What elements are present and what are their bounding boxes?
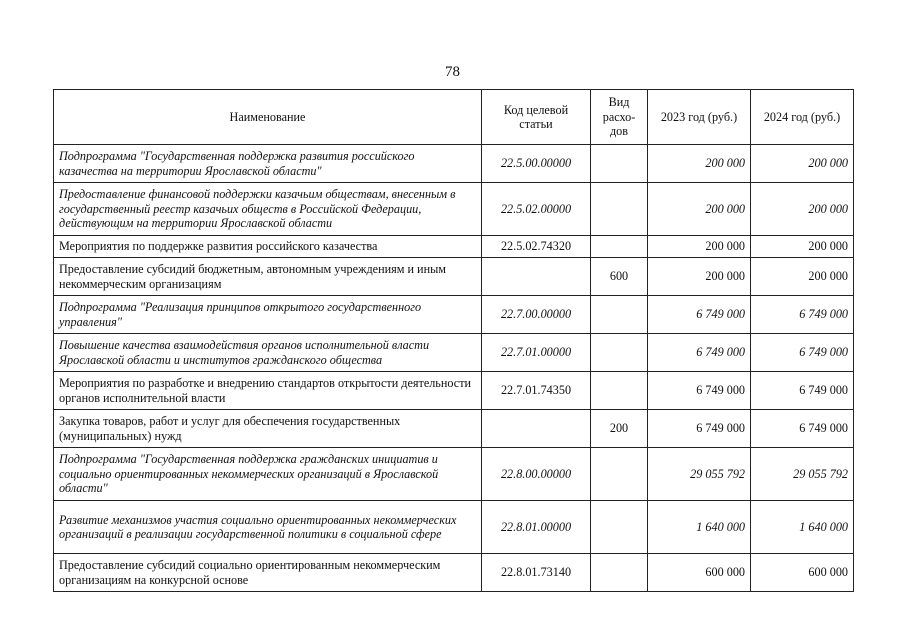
cell-kind [591, 236, 648, 258]
table-header-row [54, 90, 854, 145]
budget-table [53, 89, 854, 592]
cell-2023: 1 640 000 [648, 501, 751, 554]
cell-name: Подпрограмма "Реализация принципов открытого государственного управления" [54, 296, 482, 334]
cell-2024: 29 055 792 [751, 448, 854, 501]
cell-name: Мероприятия по разработке и внедрению стандартов открытости деятельности органов исполнительной власти [54, 372, 482, 410]
cell-code: 22.7.01.74350 [482, 372, 591, 410]
cell-2024: 600 000 [751, 554, 854, 592]
table-row [54, 145, 854, 183]
cell-2024: 6 749 000 [751, 410, 854, 448]
cell-kind [591, 501, 648, 554]
cell-kind [591, 554, 648, 592]
cell-kind: 600 [591, 258, 648, 296]
table-row [54, 410, 854, 448]
cell-2023: 200 000 [648, 145, 751, 183]
cell-kind [591, 183, 648, 236]
cell-code: 22.8.01.73140 [482, 554, 591, 592]
cell-2023: 200 000 [648, 258, 751, 296]
header-2024: 2024 год (руб.) [751, 90, 854, 145]
table-row [54, 236, 854, 258]
header-name: Наименование [54, 90, 482, 145]
header-code: Код целевой статьи [482, 90, 591, 145]
cell-code: 22.5.02.74320 [482, 236, 591, 258]
cell-name: Подпрограмма "Государственная поддержка развития российского казачества на территории Ярославской области" [54, 145, 482, 183]
cell-2024: 1 640 000 [751, 501, 854, 554]
cell-kind [591, 372, 648, 410]
cell-2023: 29 055 792 [648, 448, 751, 501]
cell-code [482, 258, 591, 296]
cell-2023: 200 000 [648, 183, 751, 236]
cell-2023: 200 000 [648, 236, 751, 258]
table-row [54, 296, 854, 334]
table-row [54, 183, 854, 236]
cell-2024: 6 749 000 [751, 334, 854, 372]
cell-name: Подпрограмма "Государственная поддержка гражданских инициатив и социально ориентированных некоммерческих организаций в Ярославской области" [54, 448, 482, 501]
table-row [54, 258, 854, 296]
cell-name: Предоставление субсидий бюджетным, автономным учреждениям и иным некоммерческим организациям [54, 258, 482, 296]
table-row [54, 501, 854, 554]
cell-code: 22.5.00.00000 [482, 145, 591, 183]
cell-code [482, 410, 591, 448]
cell-2024: 6 749 000 [751, 296, 854, 334]
cell-code: 22.7.00.00000 [482, 296, 591, 334]
cell-name: Предоставление финансовой поддержки казачьим обществам, внесенным в государственный реестр казачьих обществ в Российской Федерации, действующим на территории Ярославской области [54, 183, 482, 236]
page-number: 78 [445, 64, 460, 80]
cell-code: 22.5.02.00000 [482, 183, 591, 236]
cell-kind [591, 145, 648, 183]
cell-2023: 6 749 000 [648, 372, 751, 410]
cell-2023: 6 749 000 [648, 410, 751, 448]
cell-2024: 200 000 [751, 183, 854, 236]
cell-2024: 200 000 [751, 145, 854, 183]
cell-kind: 200 [591, 410, 648, 448]
table-row [54, 448, 854, 501]
cell-name: Мероприятия по поддержке развития российского казачества [54, 236, 482, 258]
cell-kind [591, 448, 648, 501]
cell-name: Закупка товаров, работ и услуг для обеспечения государственных (муниципальных) нужд [54, 410, 482, 448]
cell-kind [591, 296, 648, 334]
cell-name: Предоставление субсидий социально ориентированным некоммерческим организациям на конкурсной основе [54, 554, 482, 592]
cell-code: 22.7.01.00000 [482, 334, 591, 372]
cell-name: Развитие механизмов участия социально ориентированных некоммерческих организаций в реализации государственной политики в социальной сфере [54, 501, 482, 554]
cell-2024: 200 000 [751, 236, 854, 258]
cell-code: 22.8.00.00000 [482, 448, 591, 501]
header-2023: 2023 год (руб.) [648, 90, 751, 145]
cell-2024: 200 000 [751, 258, 854, 296]
table-row [54, 554, 854, 592]
cell-kind [591, 334, 648, 372]
header-kind: Вид расхо-дов [591, 90, 648, 145]
cell-2023: 600 000 [648, 554, 751, 592]
cell-2023: 6 749 000 [648, 334, 751, 372]
table-body [54, 145, 854, 592]
cell-2023: 6 749 000 [648, 296, 751, 334]
cell-name: Повышение качества взаимодействия органов исполнительной власти Ярославской области и институтов гражданского общества [54, 334, 482, 372]
cell-code: 22.8.01.00000 [482, 501, 591, 554]
cell-2024: 6 749 000 [751, 372, 854, 410]
table-row [54, 334, 854, 372]
table-row [54, 372, 854, 410]
